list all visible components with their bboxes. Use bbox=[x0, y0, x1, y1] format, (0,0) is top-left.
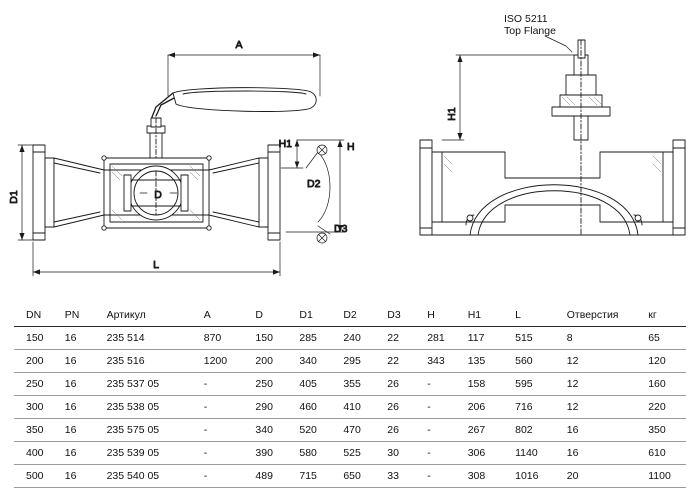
cell-h1: 206 bbox=[468, 396, 515, 419]
cell-d: 200 bbox=[255, 350, 299, 373]
cell-d2: 470 bbox=[343, 419, 387, 442]
label-iso-5211-line2: Top Flange bbox=[504, 25, 556, 37]
label-dim-L: L bbox=[153, 259, 159, 271]
table-row bbox=[14, 396, 686, 419]
header-a: A bbox=[204, 306, 256, 327]
label-dim-H1-right: H1 bbox=[446, 107, 458, 121]
cell-article: 235 539 05 bbox=[107, 442, 204, 465]
cell-h1: 135 bbox=[468, 350, 515, 373]
cell-h1: 158 bbox=[468, 373, 515, 396]
dimension-D3 bbox=[317, 226, 330, 243]
label-dim-H: H bbox=[347, 141, 355, 153]
left-cone bbox=[54, 158, 104, 227]
cell-h: 281 bbox=[427, 327, 467, 350]
table-row bbox=[14, 327, 686, 350]
table-row bbox=[14, 442, 686, 465]
cell-dn: 400 bbox=[14, 442, 65, 465]
cell-l: 515 bbox=[515, 327, 567, 350]
table-row bbox=[14, 373, 686, 396]
cell-h: - bbox=[427, 442, 467, 465]
label-dim-D: D bbox=[154, 189, 162, 201]
cell-d2: 240 bbox=[343, 327, 387, 350]
cell-article: 235 514 bbox=[107, 327, 204, 350]
cell-pn: 16 bbox=[65, 327, 107, 350]
label-dim-A: A bbox=[235, 39, 243, 51]
cell-l: 1016 bbox=[515, 465, 567, 488]
cell-a: - bbox=[204, 465, 256, 488]
cell-d2: 355 bbox=[343, 373, 387, 396]
table-row bbox=[14, 350, 686, 373]
label-dim-D1: D1 bbox=[8, 190, 20, 204]
header-dn: DN bbox=[14, 306, 65, 327]
header-h1: H1 bbox=[468, 306, 515, 327]
cell-dn: 250 bbox=[14, 373, 65, 396]
cell-dn: 500 bbox=[14, 465, 65, 488]
cell-pn: 16 bbox=[65, 442, 107, 465]
cell-d: 340 bbox=[255, 419, 299, 442]
handle-lever bbox=[152, 88, 316, 117]
cell-d: 290 bbox=[255, 396, 299, 419]
header-pn: PN bbox=[65, 306, 107, 327]
cell-h: 343 bbox=[427, 350, 467, 373]
cell-d3: 22 bbox=[387, 350, 427, 373]
cell-h: - bbox=[427, 465, 467, 488]
cell-a: - bbox=[204, 419, 256, 442]
cell-dn: 300 bbox=[14, 396, 65, 419]
cell-dn: 200 bbox=[14, 350, 65, 373]
header-d2: D2 bbox=[343, 306, 387, 327]
label-dim-D3: D3 bbox=[334, 223, 348, 235]
iso-5211-leader bbox=[545, 36, 572, 52]
cell-dn: 150 bbox=[14, 327, 65, 350]
cell-d: 150 bbox=[255, 327, 299, 350]
cell-l: 595 bbox=[515, 373, 567, 396]
cell-article: 235 537 05 bbox=[107, 373, 204, 396]
cell-h1: 306 bbox=[468, 442, 515, 465]
header-h: H bbox=[427, 306, 467, 327]
cell-holes: 12 bbox=[567, 350, 648, 373]
header-d1: D1 bbox=[299, 306, 343, 327]
cell-article: 235 540 05 bbox=[107, 465, 204, 488]
table-header-row bbox=[14, 306, 686, 327]
cell-h: - bbox=[427, 373, 467, 396]
cell-d: 390 bbox=[255, 442, 299, 465]
header-kg: кг bbox=[648, 306, 686, 327]
cell-d1: 460 bbox=[299, 396, 343, 419]
cell-d1: 715 bbox=[299, 465, 343, 488]
header-l: L bbox=[515, 306, 567, 327]
cell-holes: 12 bbox=[567, 373, 648, 396]
cell-kg: 220 bbox=[648, 396, 686, 419]
cell-d2: 525 bbox=[343, 442, 387, 465]
cell-d1: 340 bbox=[299, 350, 343, 373]
cell-a: - bbox=[204, 442, 256, 465]
cell-l: 716 bbox=[515, 396, 567, 419]
header-holes: Отверстия bbox=[567, 306, 648, 327]
cell-kg: 350 bbox=[648, 419, 686, 442]
header-d: D bbox=[255, 306, 299, 327]
right-cone bbox=[209, 158, 259, 227]
label-dim-D2: D2 bbox=[307, 178, 321, 190]
cell-d3: 26 bbox=[387, 396, 427, 419]
cell-pn: 16 bbox=[65, 373, 107, 396]
header-article: Артикул bbox=[107, 306, 204, 327]
cell-h: - bbox=[427, 419, 467, 442]
cell-d: 489 bbox=[255, 465, 299, 488]
cell-d2: 410 bbox=[343, 396, 387, 419]
dimension-H1-right bbox=[442, 55, 575, 140]
cell-holes: 8 bbox=[567, 327, 648, 350]
cell-pn: 16 bbox=[65, 465, 107, 488]
cell-kg: 610 bbox=[648, 442, 686, 465]
label-dim-H1-left: H1 bbox=[278, 138, 292, 150]
cell-l: 802 bbox=[515, 419, 567, 442]
cell-dn: 350 bbox=[14, 419, 65, 442]
cell-holes: 12 bbox=[567, 396, 648, 419]
label-iso-5211-line1: ISO 5211 bbox=[504, 13, 548, 25]
cell-h1: 117 bbox=[468, 327, 515, 350]
cell-d3: 33 bbox=[387, 465, 427, 488]
cell-holes: 20 bbox=[567, 465, 648, 488]
right-flange bbox=[259, 145, 280, 240]
table-row bbox=[14, 419, 686, 442]
cell-d2: 650 bbox=[343, 465, 387, 488]
cell-d3: 30 bbox=[387, 442, 427, 465]
cell-holes: 16 bbox=[567, 442, 648, 465]
cell-kg: 160 bbox=[648, 373, 686, 396]
specification-table bbox=[14, 306, 686, 488]
cell-kg: 120 bbox=[648, 350, 686, 373]
cell-kg: 1100 bbox=[648, 465, 686, 488]
cell-d3: 26 bbox=[387, 373, 427, 396]
cell-d3: 22 bbox=[387, 327, 427, 350]
cell-l: 560 bbox=[515, 350, 567, 373]
cell-article: 235 516 bbox=[107, 350, 204, 373]
cell-kg: 65 bbox=[648, 327, 686, 350]
cell-h: - bbox=[427, 396, 467, 419]
cell-h1: 308 bbox=[468, 465, 515, 488]
cell-h1: 267 bbox=[468, 419, 515, 442]
cell-d3: 26 bbox=[387, 419, 427, 442]
header-d3: D3 bbox=[387, 306, 427, 327]
cell-pn: 16 bbox=[65, 396, 107, 419]
cell-d1: 520 bbox=[299, 419, 343, 442]
cell-d1: 285 bbox=[299, 327, 343, 350]
left-flange bbox=[33, 145, 54, 240]
cell-d1: 580 bbox=[299, 442, 343, 465]
cell-a: - bbox=[204, 373, 256, 396]
cell-l: 1140 bbox=[515, 442, 567, 465]
valve-stem bbox=[147, 118, 165, 158]
cell-a: 870 bbox=[204, 327, 256, 350]
cell-d: 250 bbox=[255, 373, 299, 396]
cell-holes: 16 bbox=[567, 419, 648, 442]
cell-d1: 405 bbox=[299, 373, 343, 396]
cell-article: 235 575 05 bbox=[107, 419, 204, 442]
cell-d2: 295 bbox=[343, 350, 387, 373]
table-row bbox=[14, 465, 686, 488]
cell-pn: 16 bbox=[65, 419, 107, 442]
cell-a: 1200 bbox=[204, 350, 256, 373]
cell-article: 235 538 05 bbox=[107, 396, 204, 419]
cell-pn: 16 bbox=[65, 350, 107, 373]
cell-a: - bbox=[204, 396, 256, 419]
